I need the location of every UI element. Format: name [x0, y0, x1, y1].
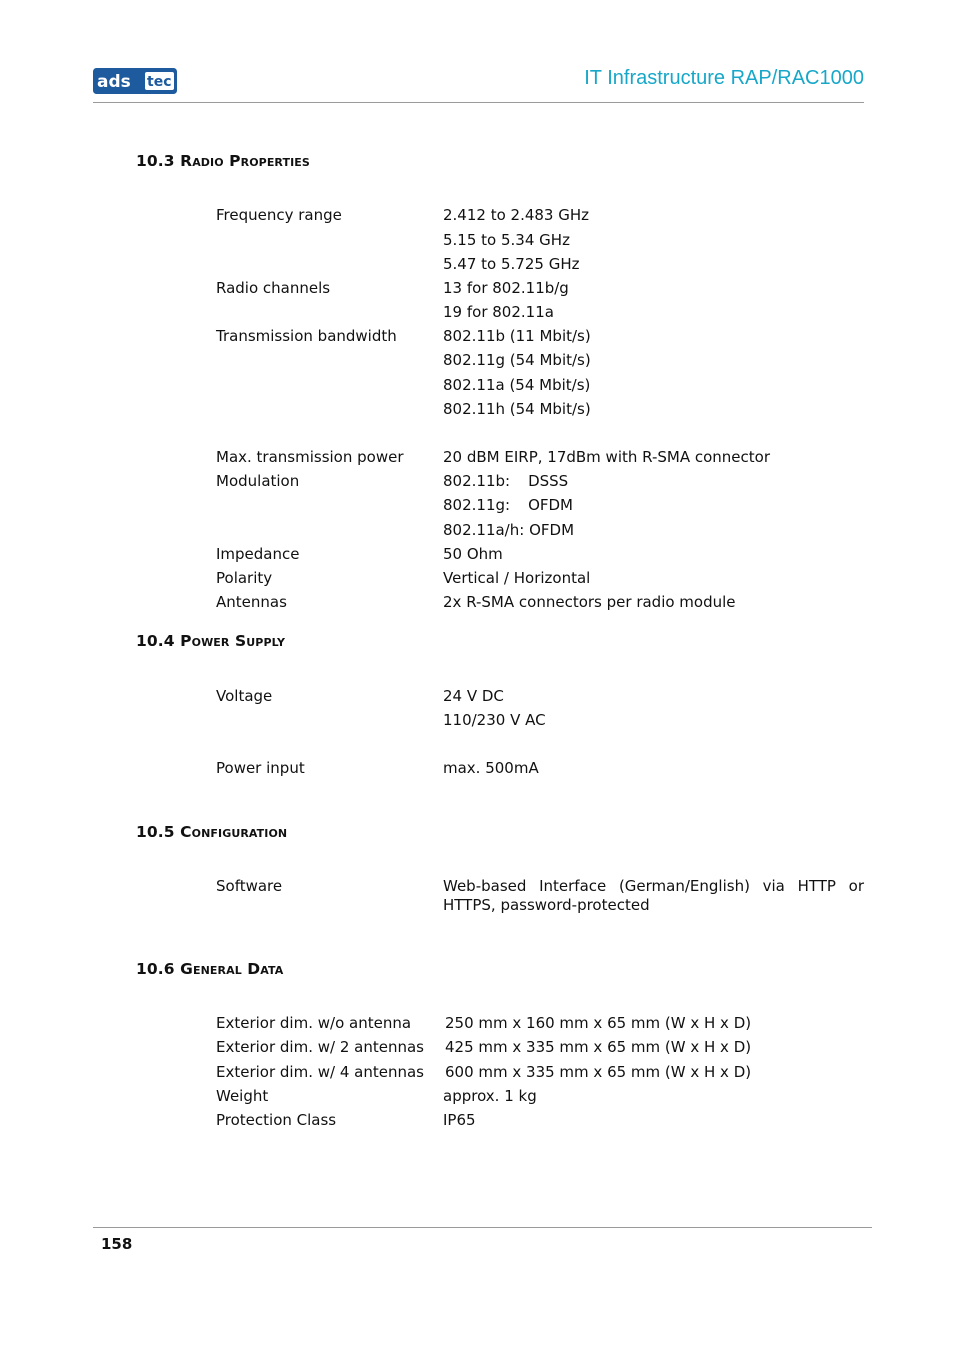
spec-label-exterior-dim-no-antenna: Exterior dim. w/o antenna	[216, 1014, 412, 1032]
section-title: Configuration	[180, 823, 288, 841]
spec-label-radio-channels: Radio channels	[216, 279, 331, 297]
footer-divider	[93, 1227, 872, 1228]
section-heading-configuration	[136, 823, 287, 841]
section-number: 10.5	[136, 823, 175, 841]
spec-value: 5.15 to 5.34 GHz	[443, 231, 570, 249]
spec-value: 13 for 802.11b/g	[443, 279, 569, 297]
spec-label-exterior-dim-4-antennas: Exterior dim. w/ 4 antennas	[216, 1063, 424, 1081]
modulation-standard: 802.11b:	[443, 472, 511, 490]
spec-label-weight: Weight	[216, 1087, 269, 1105]
spec-value: 250 mm x 160 mm x 65 mm (W x H x D)	[445, 1014, 752, 1032]
modulation-mode: OFDM	[529, 521, 575, 539]
spec-value-software: Web-based Interface (German/English) via HTTP or HTTPS, password-protected	[443, 877, 864, 914]
section-title: General Data	[180, 960, 284, 978]
spec-label-software: Software	[216, 877, 283, 895]
spec-value: approx. 1 kg	[443, 1087, 537, 1105]
document-title: IT Infrastructure RAP/RAC1000	[584, 67, 864, 89]
modulation-standard: 802.11g:	[443, 496, 511, 514]
spec-label-exterior-dim-2-antennas: Exterior dim. w/ 2 antennas	[216, 1038, 424, 1056]
spec-label-max-transmission-power: Max. transmission power	[216, 448, 404, 466]
spec-value: max. 500mA	[443, 759, 539, 777]
section-heading-power-supply	[136, 632, 285, 650]
spec-value: 425 mm x 335 mm x 65 mm (W x H x D)	[445, 1038, 752, 1056]
logo-ads-text: ads	[97, 72, 131, 92]
spec-value: IP65	[443, 1111, 476, 1129]
spec-value-modulation	[443, 521, 574, 540]
logo-tec-text: tec	[147, 74, 172, 90]
spec-label-protection-class: Protection Class	[216, 1111, 337, 1129]
ads-tec-logo	[93, 68, 177, 94]
spec-label-antennas: Antennas	[216, 593, 287, 611]
spec-value: 20 dBM EIRP, 17dBm with R-SMA connector	[443, 448, 771, 466]
page-number: 158	[101, 1235, 133, 1253]
spec-value: 2x R-SMA connectors per radio module	[443, 593, 736, 611]
spec-value: 802.11h (54 Mbit/s)	[443, 400, 591, 418]
section-title: Power Supply	[180, 632, 286, 650]
spec-value: 2.412 to 2.483 GHz	[443, 206, 590, 224]
spec-value: 50 Ohm	[443, 545, 503, 563]
spec-value: 5.47 to 5.725 GHz	[443, 255, 580, 273]
section-heading-radio-properties	[136, 152, 310, 170]
section-title: Radio Properties	[180, 152, 310, 170]
spec-label-polarity: Polarity	[216, 569, 273, 587]
section-number: 10.6	[136, 960, 175, 978]
spec-value: 802.11g (54 Mbit/s)	[443, 351, 591, 369]
header-divider	[93, 102, 864, 103]
spec-value: 110/230 V AC	[443, 711, 546, 729]
section-number: 10.4	[136, 632, 175, 650]
section-number: 10.3	[136, 152, 175, 170]
spec-label-power-input: Power input	[216, 759, 305, 777]
spec-value: 19 for 802.11a	[443, 303, 554, 321]
modulation-mode: OFDM	[528, 496, 573, 514]
spec-value: 24 V DC	[443, 687, 504, 705]
spec-label-frequency-range: Frequency range	[216, 206, 342, 224]
spec-label-voltage: Voltage	[216, 687, 273, 705]
spec-value: 802.11a (54 Mbit/s)	[443, 376, 591, 394]
modulation-mode: DSSS	[528, 472, 569, 490]
spec-value: Vertical / Horizontal	[443, 569, 591, 587]
spec-label-impedance: Impedance	[216, 545, 300, 563]
spec-value-modulation	[443, 496, 573, 515]
spec-value: 600 mm x 335 mm x 65 mm (W x H x D)	[445, 1063, 752, 1081]
spec-value: 802.11b (11 Mbit/s)	[443, 327, 591, 345]
modulation-standard: 802.11a/h:	[443, 521, 525, 539]
spec-label-transmission-bandwidth: Transmission bandwidth	[216, 327, 397, 345]
spec-value-modulation	[443, 472, 568, 491]
spec-label-modulation: Modulation	[216, 472, 300, 490]
section-heading-general-data	[136, 960, 283, 978]
